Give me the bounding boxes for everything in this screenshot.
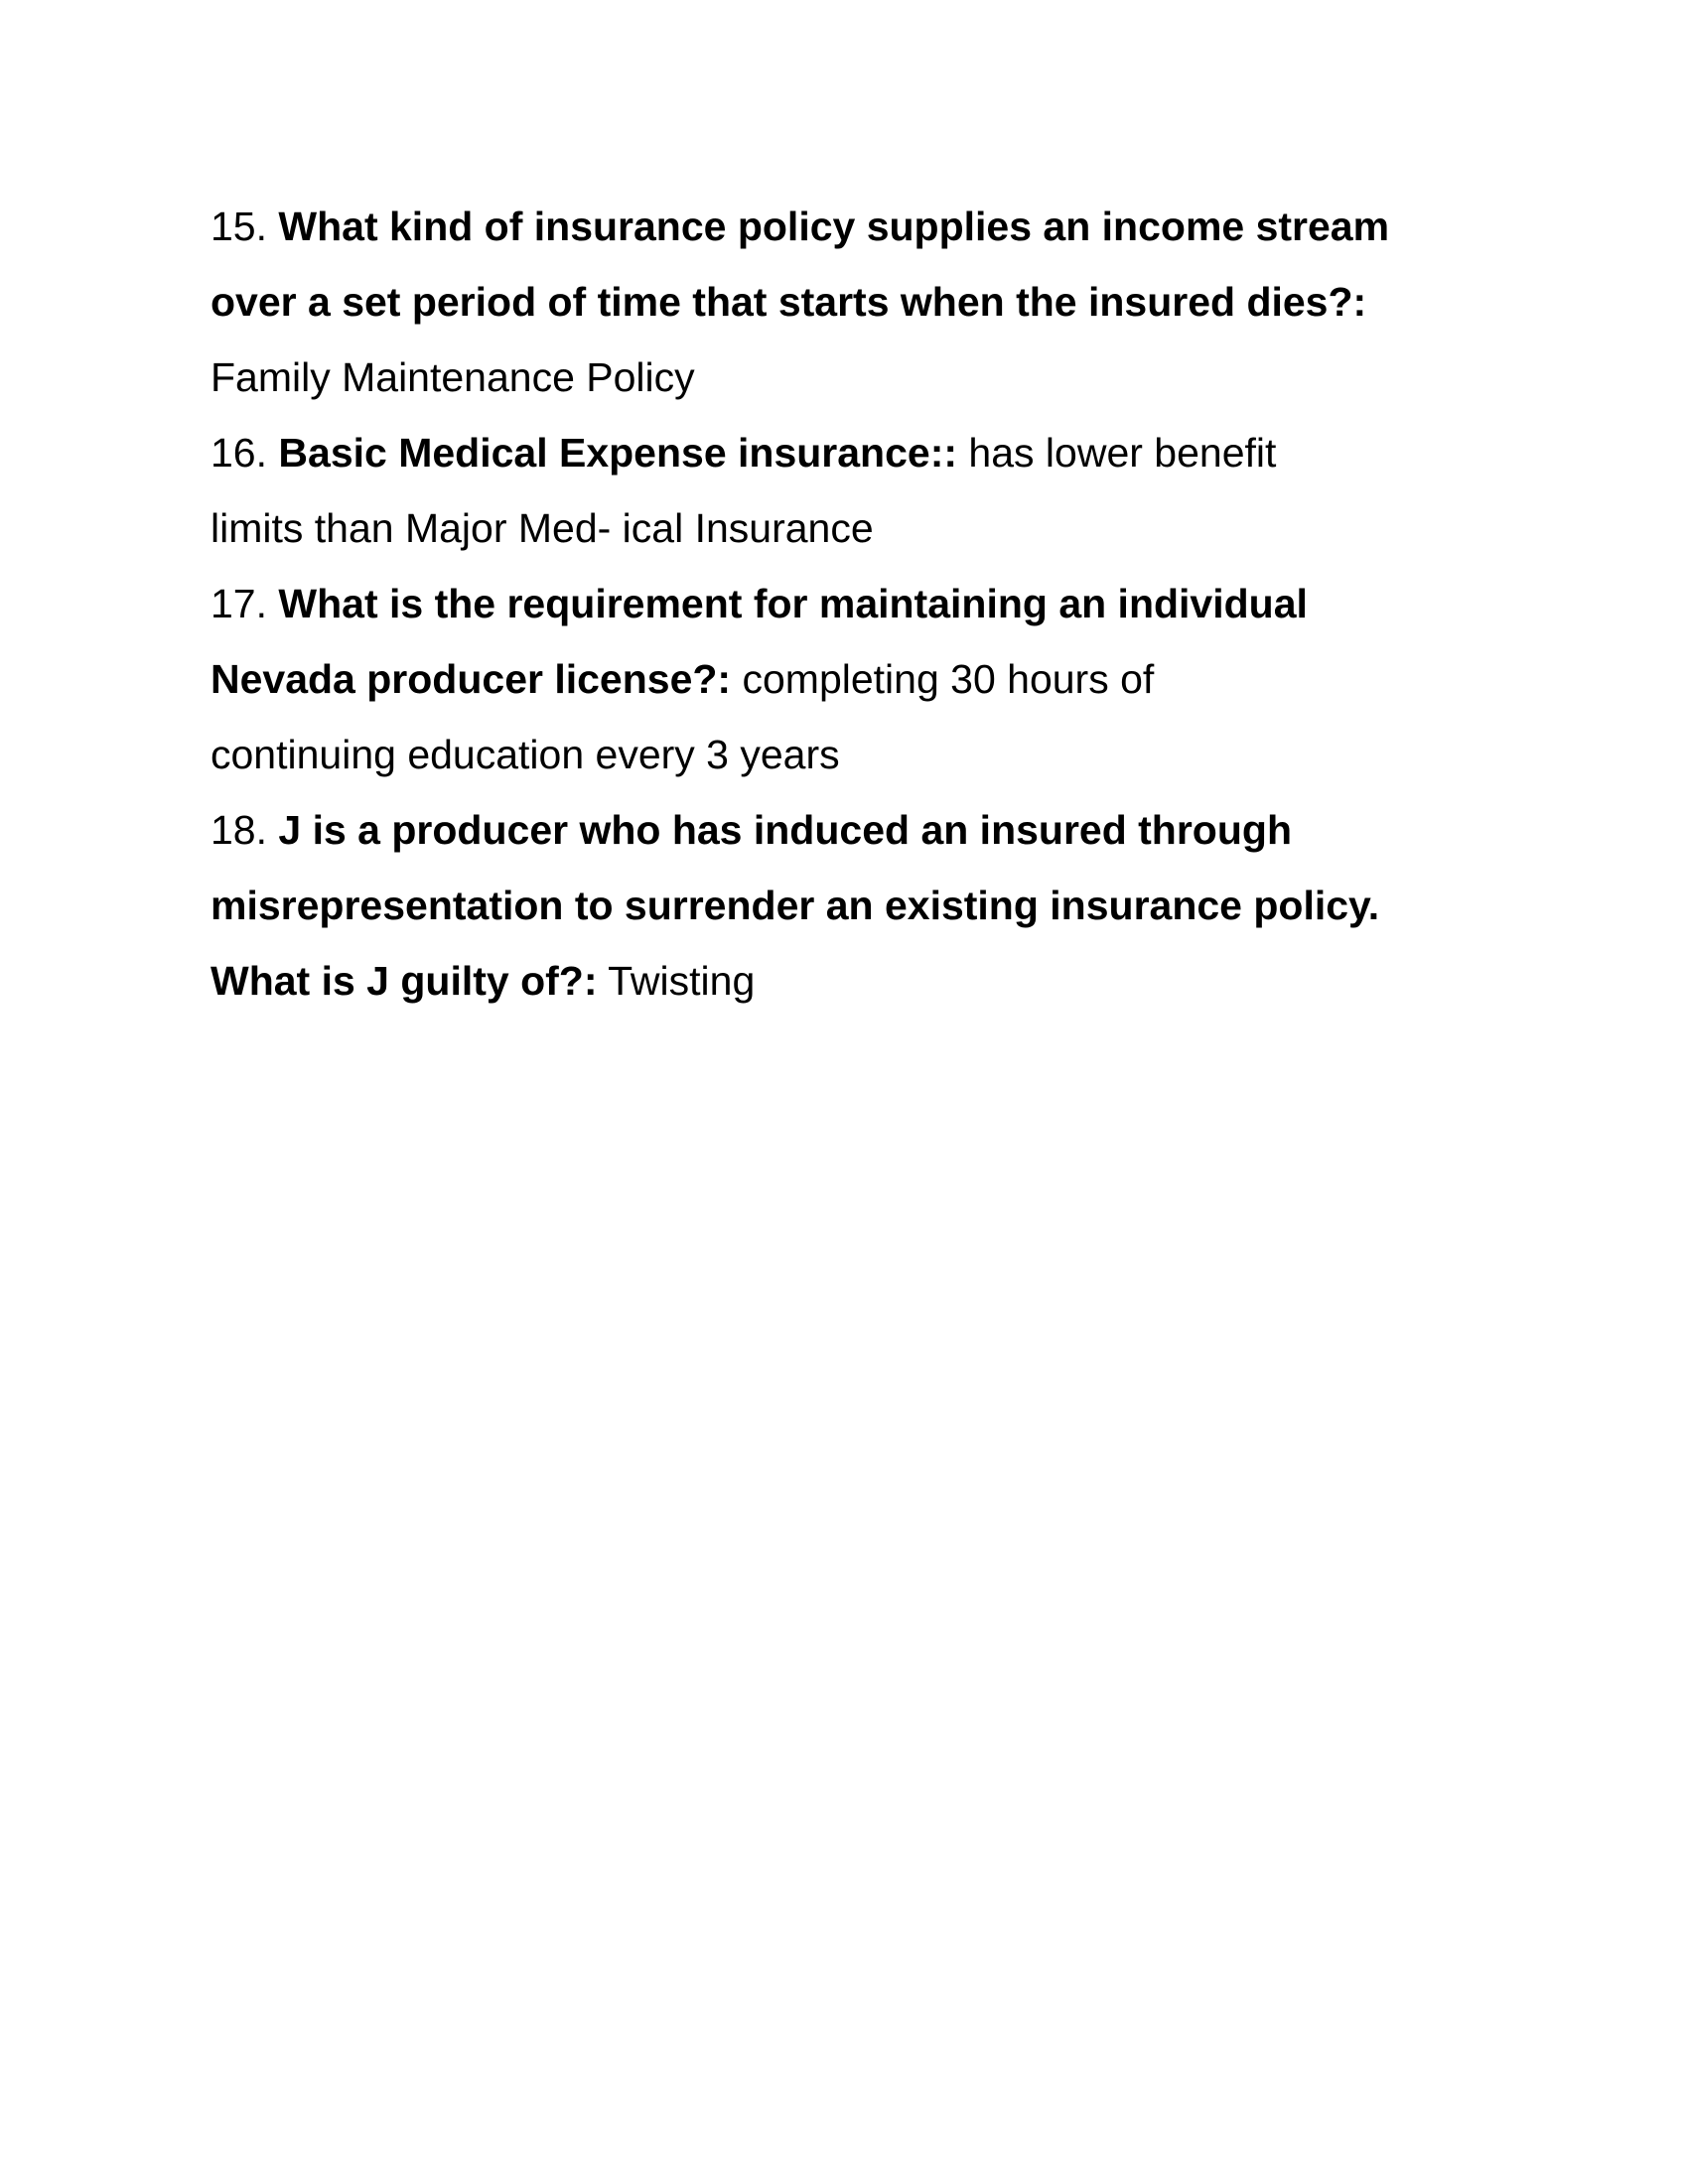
qa-item-18	[211, 792, 1501, 1019]
answer-text: has lower benefit	[968, 430, 1277, 476]
qa-line	[211, 340, 1501, 415]
question-text: What is the requirement for maintaining an individual	[278, 581, 1308, 626]
question-text: Basic Medical Expense insurance::	[278, 430, 958, 476]
answer-text: Twisting	[608, 958, 756, 1004]
qa-line	[211, 264, 1501, 340]
question-text: What is J guilty of?:	[211, 958, 598, 1004]
answer-text: completing 30 hours of	[742, 656, 1155, 702]
qa-line	[211, 717, 1501, 792]
qa-line	[211, 943, 1501, 1019]
answer-text: limits than Major Med- ical Insurance	[211, 505, 874, 551]
question-text: What kind of insurance policy supplies an income stream	[278, 204, 1390, 249]
item-number: 16.	[211, 430, 267, 476]
flashcard-list	[211, 189, 1501, 1019]
qa-line	[211, 490, 1501, 566]
qa-line	[211, 641, 1501, 717]
qa-line	[211, 792, 1501, 868]
question-text: misrepresentation to surrender an existing insurance policy.	[211, 883, 1380, 928]
qa-item-16	[211, 415, 1501, 566]
answer-text: continuing education every 3 years	[211, 732, 840, 777]
answer-text: Family Maintenance Policy	[211, 354, 695, 400]
qa-line	[211, 868, 1501, 943]
qa-line	[211, 415, 1501, 490]
question-text: J is a producer who has induced an insured through	[278, 807, 1292, 853]
qa-item-17	[211, 566, 1501, 792]
question-text: over a set period of time that starts when the insured dies?:	[211, 279, 1367, 325]
qa-line	[211, 566, 1501, 641]
qa-item-15	[211, 189, 1501, 415]
item-number: 17.	[211, 581, 267, 626]
item-number: 18.	[211, 807, 267, 853]
qa-line	[211, 189, 1501, 264]
question-text: Nevada producer license?:	[211, 656, 732, 702]
item-number: 15.	[211, 204, 267, 249]
